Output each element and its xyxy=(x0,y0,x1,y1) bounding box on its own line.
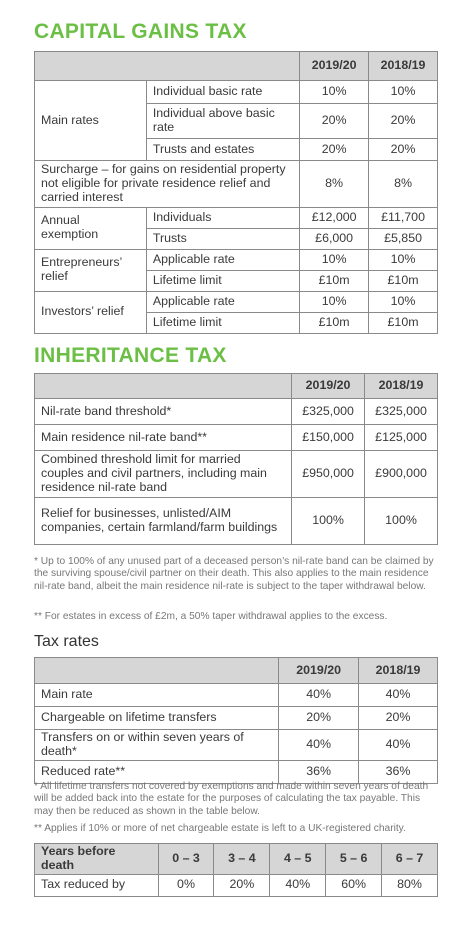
iht-footnote-2: ** For estates in excess of £2m, a 50% taper withdrawal applies to the excess. xyxy=(34,611,388,622)
value-2019: 100% xyxy=(292,498,365,545)
row-label: Relief for businesses, unlisted/AIM companies, certain farmland/farm buildings xyxy=(35,498,292,545)
iht-year-2: 2018/19 xyxy=(365,374,438,399)
row-label: Lifetime limit xyxy=(146,270,299,291)
table-row xyxy=(35,451,438,498)
table-row xyxy=(35,730,438,761)
value-2018: £5,850 xyxy=(369,228,438,249)
value-2018: 20% xyxy=(369,139,438,161)
value-2019: 8% xyxy=(300,161,369,208)
value-2019: 10% xyxy=(300,291,369,312)
value-2019: £950,000 xyxy=(292,451,365,498)
value-2018: 36% xyxy=(359,760,438,783)
value-2018: £325,000 xyxy=(365,399,438,425)
tax-rates-year-2: 2018/19 xyxy=(359,658,438,684)
row-label: Applicable rate xyxy=(146,291,299,312)
value-2018: £125,000 xyxy=(365,425,438,451)
cgt-year-1: 2019/20 xyxy=(300,52,369,81)
value-2018: £10m xyxy=(369,312,438,333)
value-2018: £10m xyxy=(369,270,438,291)
row-label: Combined threshold limit for married couples and civil partners, including main residence nil-rate band xyxy=(35,451,292,498)
table-row xyxy=(35,249,438,270)
table-row xyxy=(35,291,438,312)
value-2018: 20% xyxy=(359,707,438,730)
row-label: Main rate xyxy=(35,684,279,707)
taper-band-header: 0 – 3 xyxy=(158,844,214,875)
value-2018: 20% xyxy=(369,104,438,139)
cgt-annual-label: Annual exemption xyxy=(35,207,147,249)
value-2019: 20% xyxy=(300,104,369,139)
taper-row-label: Tax reduced by xyxy=(35,874,159,896)
iht-year-1: 2019/20 xyxy=(292,374,365,399)
value-2019: £150,000 xyxy=(292,425,365,451)
row-label: Lifetime limit xyxy=(146,312,299,333)
value-2018: 10% xyxy=(369,249,438,270)
row-label: Trusts xyxy=(146,228,299,249)
table-row xyxy=(35,874,438,896)
value-2018: £900,000 xyxy=(365,451,438,498)
value-2018: 100% xyxy=(365,498,438,545)
row-label: Transfers on or within seven years of death* xyxy=(35,730,279,761)
table-row xyxy=(35,399,438,425)
cgt-header-row xyxy=(35,52,438,81)
taper-value: 60% xyxy=(326,874,382,896)
row-label: Applicable rate xyxy=(146,249,299,270)
tax-rates-footnote-1: * All lifetime transfers not covered by exemptions and made within seven years of death will be added back into the estate for the purposes of calculating the tax payable. This may then be reduced as shown in the table below. xyxy=(34,781,429,817)
taper-value: 0% xyxy=(158,874,214,896)
taper-header-row xyxy=(35,844,438,875)
row-label: Nil-rate band threshold* xyxy=(35,399,292,425)
table-row xyxy=(35,207,438,228)
value-2018: 40% xyxy=(359,730,438,761)
table-row xyxy=(35,760,438,783)
taper-band-header: 3 – 4 xyxy=(214,844,270,875)
table-row xyxy=(35,161,438,208)
value-2019: 20% xyxy=(279,707,359,730)
taper-value: 20% xyxy=(214,874,270,896)
table-row xyxy=(35,684,438,707)
value-2019: £12,000 xyxy=(300,207,369,228)
cgt-table xyxy=(34,51,438,334)
value-2018: 40% xyxy=(359,684,438,707)
value-2019: 10% xyxy=(300,81,369,104)
table-row xyxy=(35,707,438,730)
row-label: Individual basic rate xyxy=(146,81,299,104)
cgt-year-2: 2018/19 xyxy=(369,52,438,81)
row-label: Individuals xyxy=(146,207,299,228)
taper-band-header: 5 – 6 xyxy=(326,844,382,875)
value-2018: 8% xyxy=(369,161,438,208)
row-label: Reduced rate** xyxy=(35,760,279,783)
value-2019: £10m xyxy=(300,270,369,291)
value-2018: 10% xyxy=(369,81,438,104)
tax-rates-table xyxy=(34,657,438,784)
value-2019: £325,000 xyxy=(292,399,365,425)
cgt-surcharge-label: Surcharge – for gains on residential property not eligible for private residence relief and carried interest xyxy=(35,161,300,208)
cgt-title: CAPITAL GAINS TAX xyxy=(34,20,247,43)
iht-table xyxy=(34,373,438,545)
taper-value: 80% xyxy=(382,874,438,896)
value-2019: 10% xyxy=(300,249,369,270)
value-2019: £6,000 xyxy=(300,228,369,249)
row-label: Main residence nil-rate band** xyxy=(35,425,292,451)
value-2019: 36% xyxy=(279,760,359,783)
taper-relief-table xyxy=(34,843,438,897)
value-2019: 40% xyxy=(279,684,359,707)
tax-rates-title: Tax rates xyxy=(34,633,99,650)
value-2019: £10m xyxy=(300,312,369,333)
iht-header-blank xyxy=(35,374,292,399)
tax-rates-header-row xyxy=(35,658,438,684)
taper-band-header: 4 – 5 xyxy=(270,844,326,875)
iht-title: INHERITANCE TAX xyxy=(34,344,227,367)
cgt-main-rates-label: Main rates xyxy=(35,81,147,161)
tax-rates-year-1: 2019/20 xyxy=(279,658,359,684)
table-row xyxy=(35,498,438,545)
iht-header-row xyxy=(35,374,438,399)
value-2019: 40% xyxy=(279,730,359,761)
cgt-header-blank xyxy=(35,52,300,81)
cgt-investors-label: Investors’ relief xyxy=(35,291,147,333)
value-2018: 10% xyxy=(369,291,438,312)
row-label: Chargeable on lifetime transfers xyxy=(35,707,279,730)
value-2019: 20% xyxy=(300,139,369,161)
value-2018: £11,700 xyxy=(369,207,438,228)
taper-band-header: 6 – 7 xyxy=(382,844,438,875)
row-label: Individual above basic rate xyxy=(146,104,299,139)
tax-rates-footnote-2: ** Applies if 10% or more of net chargeable estate is left to a UK-registered charity. xyxy=(34,823,406,834)
taper-header-label: Years before death xyxy=(35,844,159,875)
table-row xyxy=(35,81,438,104)
cgt-entrepreneurs-label: Entrepreneurs’ relief xyxy=(35,249,147,291)
taper-value: 40% xyxy=(270,874,326,896)
iht-footnote-1: * Up to 100% of any unused part of a deceased person’s nil-rate band can be claimed by the surviving spouse/civil partner on their death. This also applies to the main residence nil-rate band, albeit the main residence nil-rate is subject to the taper withdrawal below. xyxy=(34,556,434,592)
row-label: Trusts and estates xyxy=(146,139,299,161)
table-row xyxy=(35,425,438,451)
tax-rates-header-blank xyxy=(35,658,279,684)
